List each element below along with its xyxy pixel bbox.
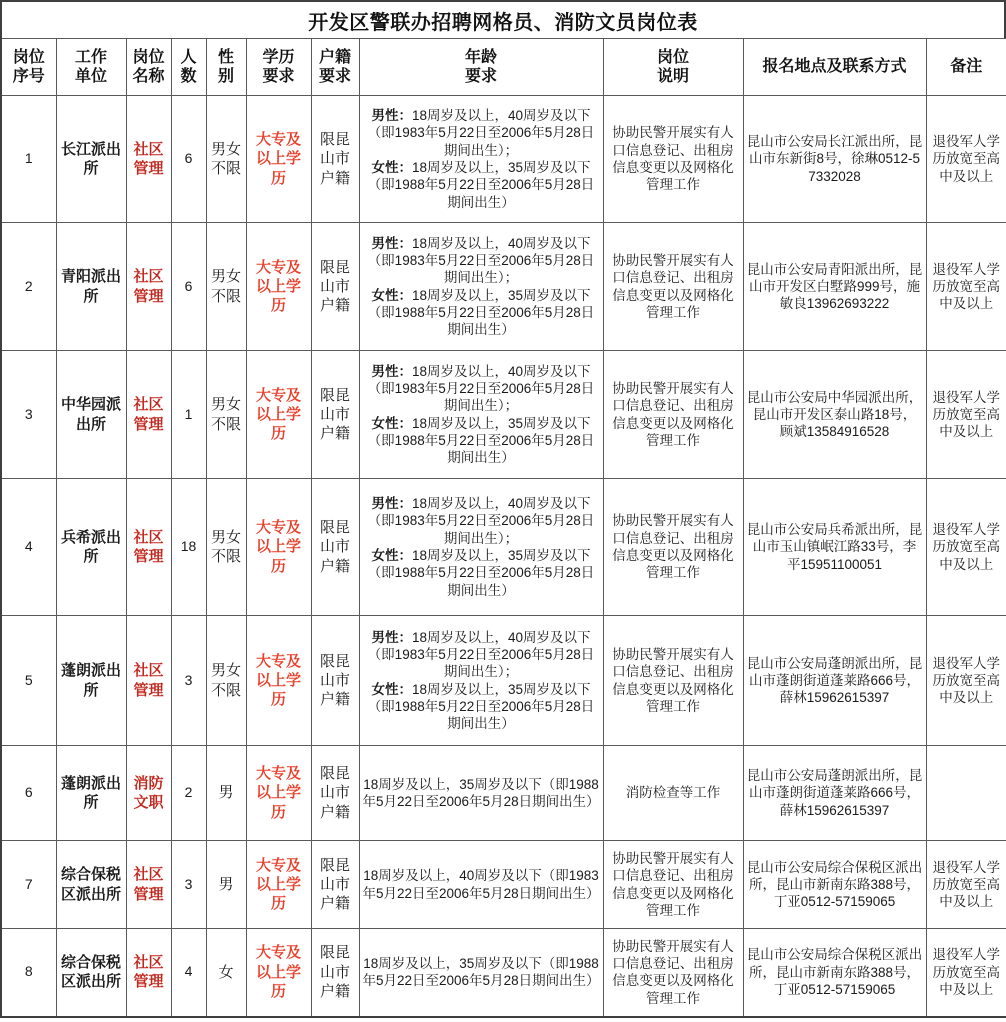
cell-gender: 男女不限 bbox=[206, 351, 246, 479]
cell-seq: 6 bbox=[1, 746, 56, 841]
cell-apply: 昆山市公安局蓬朗派出所，昆山市蓬朗街道蓬莱路666号，薛林15962615397 bbox=[743, 746, 926, 841]
table-row bbox=[1, 96, 1006, 223]
column-header-description-line1: 岗位 bbox=[656, 48, 689, 66]
age-requirement-male bbox=[363, 629, 600, 681]
cell-unit: 蓬朗派出所 bbox=[56, 746, 126, 841]
cell-age bbox=[359, 223, 603, 351]
cell-count: 1 bbox=[171, 351, 206, 479]
cell-apply: 昆山市公安局中华园派出所，昆山市开发区泰山路18号，顾斌13584916528 bbox=[743, 351, 926, 479]
cell-note: 退役军人学历放宽至高中及以上 bbox=[926, 616, 1006, 746]
cell-gender: 男 bbox=[206, 746, 246, 841]
table-row bbox=[1, 746, 1006, 841]
column-header-count-line1: 人 bbox=[180, 48, 197, 66]
cell-edu: 大专及以上学历 bbox=[246, 841, 311, 929]
cell-edu: 大专及以上学历 bbox=[246, 351, 311, 479]
cell-gender: 男女不限 bbox=[206, 223, 246, 351]
cell-edu: 大专及以上学历 bbox=[246, 96, 311, 223]
age-male-label: 男性： bbox=[371, 108, 412, 124]
cell-count: 3 bbox=[171, 616, 206, 746]
cell-huji: 限昆山市户籍 bbox=[311, 479, 359, 616]
cell-count: 3 bbox=[171, 841, 206, 929]
cell-desc: 消防检查等工作 bbox=[603, 746, 743, 841]
table-row bbox=[1, 929, 1006, 1017]
age-male-label: 男性： bbox=[371, 629, 412, 645]
cell-gender: 男女不限 bbox=[206, 616, 246, 746]
column-header-description bbox=[603, 39, 743, 96]
cell-seq: 3 bbox=[1, 351, 56, 479]
cell-huji: 限昆山市户籍 bbox=[311, 841, 359, 929]
column-header-note: 备注 bbox=[926, 39, 1006, 96]
age-requirement-female bbox=[363, 287, 600, 339]
cell-age bbox=[359, 96, 603, 223]
age-requirement-male bbox=[363, 363, 600, 415]
cell-age bbox=[359, 351, 603, 479]
cell-unit: 综合保税区派出所 bbox=[56, 929, 126, 1017]
cell-desc: 协助民警开展实有人口信息登记、出租房信息变更以及网格化管理工作 bbox=[603, 479, 743, 616]
age-female-label: 女性： bbox=[371, 681, 412, 697]
column-header-count-line2: 数 bbox=[180, 68, 197, 85]
column-header-household bbox=[311, 39, 359, 96]
cell-huji: 限昆山市户籍 bbox=[311, 96, 359, 223]
age-male-text: 18周岁及以上，40周岁及以下（即1983年5月22日至2006年5月28日期间出生）； bbox=[367, 496, 595, 546]
column-header-education bbox=[246, 39, 311, 96]
cell-edu: 大专及以上学历 bbox=[246, 616, 311, 746]
table-row bbox=[1, 841, 1006, 929]
column-header-age-line2: 要求 bbox=[464, 68, 497, 85]
cell-unit: 综合保税区派出所 bbox=[56, 841, 126, 929]
table-row bbox=[1, 616, 1006, 746]
age-male-label: 男性： bbox=[371, 363, 412, 379]
column-header-unit-line2: 单位 bbox=[74, 68, 107, 85]
cell-gender: 女 bbox=[206, 929, 246, 1017]
age-requirement-text: 18周岁及以上，35周岁及以下（即1988年5月22日至2006年5月28日期间出生） bbox=[362, 776, 600, 809]
column-header-unit bbox=[56, 39, 126, 96]
cell-age bbox=[359, 841, 603, 929]
column-header-gender bbox=[206, 39, 246, 96]
cell-gender: 男女不限 bbox=[206, 96, 246, 223]
age-male-text: 18周岁及以上，40周岁及以下（即1983年5月22日至2006年5月28日期间出生）； bbox=[367, 363, 595, 414]
age-male-text: 18周岁及以上，40周岁及以下（即1983年5月22日至2006年5月28日期间出生）； bbox=[367, 235, 595, 286]
cell-apply: 昆山市公安局长江派出所，昆山市东新街8号，徐琳0512-57332028 bbox=[743, 96, 926, 223]
cell-post: 社区管理 bbox=[126, 351, 171, 479]
cell-post: 消防文职 bbox=[126, 746, 171, 841]
table-header-row bbox=[1, 39, 1006, 96]
cell-desc: 协助民警开展实有人口信息登记、出租房信息变更以及网格化管理工作 bbox=[603, 616, 743, 746]
table-row bbox=[1, 223, 1006, 351]
cell-desc: 协助民警开展实有人口信息登记、出租房信息变更以及网格化管理工作 bbox=[603, 929, 743, 1017]
age-female-text: 18周岁及以上，35周岁及以下（即1988年5月22日至2006年5月28日期间出生） bbox=[367, 160, 595, 210]
column-header-seq bbox=[1, 39, 56, 96]
cell-post: 社区管理 bbox=[126, 96, 171, 223]
cell-huji: 限昆山市户籍 bbox=[311, 223, 359, 351]
age-requirement-female bbox=[363, 681, 600, 733]
column-header-gender-line1: 性 bbox=[217, 48, 234, 66]
cell-apply: 昆山市公安局青阳派出所，昆山市开发区白墅路999号，施敏良13962693222 bbox=[743, 223, 926, 351]
cell-desc: 协助民警开展实有人口信息登记、出租房信息变更以及网格化管理工作 bbox=[603, 223, 743, 351]
cell-desc: 协助民警开展实有人口信息登记、出租房信息变更以及网格化管理工作 bbox=[603, 351, 743, 479]
cell-unit: 兵希派出所 bbox=[56, 479, 126, 616]
age-female-label: 女性： bbox=[371, 160, 412, 175]
age-male-label: 男性： bbox=[371, 235, 412, 251]
cell-seq: 4 bbox=[1, 479, 56, 616]
cell-post: 社区管理 bbox=[126, 223, 171, 351]
column-header-education-line2: 要求 bbox=[262, 68, 295, 85]
cell-huji: 限昆山市户籍 bbox=[311, 351, 359, 479]
age-requirement-male bbox=[363, 495, 600, 547]
cell-count: 2 bbox=[171, 746, 206, 841]
cell-edu: 大专及以上学历 bbox=[246, 929, 311, 1017]
document-title-bar bbox=[0, 0, 1006, 38]
age-requirement-male bbox=[363, 235, 600, 287]
cell-post: 社区管理 bbox=[126, 616, 171, 746]
cell-apply: 昆山市公安局兵希派出所，昆山市玉山镇岷江路33号，李平15951100051 bbox=[743, 479, 926, 616]
age-male-text: 18周岁及以上，40周岁及以下（即1983年5月22日至2006年5月28日期间出生）； bbox=[367, 108, 595, 158]
cell-huji: 限昆山市户籍 bbox=[311, 929, 359, 1017]
cell-post: 社区管理 bbox=[126, 929, 171, 1017]
cell-age bbox=[359, 616, 603, 746]
cell-apply: 昆山市公安局蓬朗派出所，昆山市蓬朗街道蓬莱路666号，薛林15962615397 bbox=[743, 616, 926, 746]
age-female-text: 18周岁及以上，35周岁及以下（即1988年5月22日至2006年5月28日期间出生） bbox=[367, 548, 595, 598]
age-female-label: 女性： bbox=[371, 287, 412, 303]
age-male-text: 18周岁及以上，40周岁及以下（即1983年5月22日至2006年5月28日期间出生）； bbox=[367, 629, 595, 680]
column-header-seq-line1: 岗位 bbox=[12, 48, 45, 66]
cell-seq: 7 bbox=[1, 841, 56, 929]
cell-gender: 男 bbox=[206, 841, 246, 929]
cell-edu: 大专及以上学历 bbox=[246, 479, 311, 616]
column-header-post-line2: 名称 bbox=[132, 68, 165, 85]
cell-note: 退役军人学历放宽至高中及以上 bbox=[926, 96, 1006, 223]
age-requirement-female bbox=[363, 159, 600, 211]
cell-huji: 限昆山市户籍 bbox=[311, 746, 359, 841]
cell-note bbox=[926, 746, 1006, 841]
cell-desc: 协助民警开展实有人口信息登记、出租房信息变更以及网格化管理工作 bbox=[603, 96, 743, 223]
age-female-label: 女性： bbox=[371, 548, 412, 563]
column-header-seq-line2: 序号 bbox=[12, 68, 45, 85]
age-female-text: 18周岁及以上，35周岁及以下（即1988年5月22日至2006年5月28日期间出生） bbox=[367, 681, 595, 732]
cell-seq: 1 bbox=[1, 96, 56, 223]
cell-unit: 蓬朗派出所 bbox=[56, 616, 126, 746]
cell-edu: 大专及以上学历 bbox=[246, 746, 311, 841]
cell-count: 4 bbox=[171, 929, 206, 1017]
column-header-gender-line2: 别 bbox=[217, 68, 234, 85]
column-header-age bbox=[359, 39, 603, 96]
column-header-description-line2: 说明 bbox=[656, 68, 689, 85]
cell-unit: 长江派出所 bbox=[56, 96, 126, 223]
cell-edu: 大专及以上学历 bbox=[246, 223, 311, 351]
table-row bbox=[1, 479, 1006, 616]
column-header-household-line1: 户籍 bbox=[318, 48, 351, 66]
column-header-post-line1: 岗位 bbox=[132, 48, 165, 66]
cell-age bbox=[359, 479, 603, 616]
cell-seq: 8 bbox=[1, 929, 56, 1017]
cell-post: 社区管理 bbox=[126, 479, 171, 616]
column-header-household-line2: 要求 bbox=[318, 68, 351, 85]
page-title: 开发区警联办招聘网格员、消防文员岗位表 bbox=[308, 11, 698, 34]
age-female-label: 女性： bbox=[371, 415, 412, 431]
column-header-education-line1: 学历 bbox=[262, 48, 295, 66]
cell-seq: 5 bbox=[1, 616, 56, 746]
cell-note: 退役军人学历放宽至高中及以上 bbox=[926, 929, 1006, 1017]
cell-apply: 昆山市公安局综合保税区派出所，昆山市新南东路388号，丁亚0512-57159065 bbox=[743, 929, 926, 1017]
cell-unit: 青阳派出所 bbox=[56, 223, 126, 351]
cell-count: 6 bbox=[171, 223, 206, 351]
cell-huji: 限昆山市户籍 bbox=[311, 616, 359, 746]
cell-count: 18 bbox=[171, 479, 206, 616]
table-row bbox=[1, 351, 1006, 479]
cell-note: 退役军人学历放宽至高中及以上 bbox=[926, 841, 1006, 929]
cell-note: 退役军人学历放宽至高中及以上 bbox=[926, 223, 1006, 351]
column-header-post bbox=[126, 39, 171, 96]
column-header-count bbox=[171, 39, 206, 96]
table-body bbox=[1, 96, 1006, 1017]
age-male-label: 男性： bbox=[371, 496, 412, 512]
cell-count: 6 bbox=[171, 96, 206, 223]
recruitment-table bbox=[0, 38, 1006, 1018]
age-female-text: 18周岁及以上，35周岁及以下（即1988年5月22日至2006年5月28日期间出生） bbox=[367, 287, 595, 338]
cell-note: 退役军人学历放宽至高中及以上 bbox=[926, 479, 1006, 616]
age-requirement-female bbox=[363, 415, 600, 467]
cell-note: 退役军人学历放宽至高中及以上 bbox=[926, 351, 1006, 479]
cell-gender: 男女不限 bbox=[206, 479, 246, 616]
age-requirement-text: 18周岁及以上，35周岁及以下（即1988年5月22日至2006年5月28日期间出生） bbox=[362, 955, 600, 989]
age-requirement-female bbox=[363, 547, 600, 599]
cell-apply: 昆山市公安局综合保税区派出所，昆山市新南东路388号，丁亚0512-57159065 bbox=[743, 841, 926, 929]
cell-age bbox=[359, 746, 603, 841]
age-requirement-male bbox=[363, 107, 600, 159]
column-header-apply: 报名地点及联系方式 bbox=[743, 39, 926, 96]
age-female-text: 18周岁及以上，35周岁及以下（即1988年5月22日至2006年5月28日期间出生） bbox=[367, 415, 595, 466]
column-header-age-line1: 年龄 bbox=[464, 48, 497, 66]
cell-age bbox=[359, 929, 603, 1017]
age-requirement-text: 18周岁及以上，40周岁及以下（即1983年5月22日至2006年5月28日期间出生） bbox=[362, 868, 600, 901]
column-header-unit-line1: 工作 bbox=[74, 48, 107, 66]
cell-post: 社区管理 bbox=[126, 841, 171, 929]
cell-unit: 中华园派出所 bbox=[56, 351, 126, 479]
cell-desc: 协助民警开展实有人口信息登记、出租房信息变更以及网格化管理工作 bbox=[603, 841, 743, 929]
cell-seq: 2 bbox=[1, 223, 56, 351]
